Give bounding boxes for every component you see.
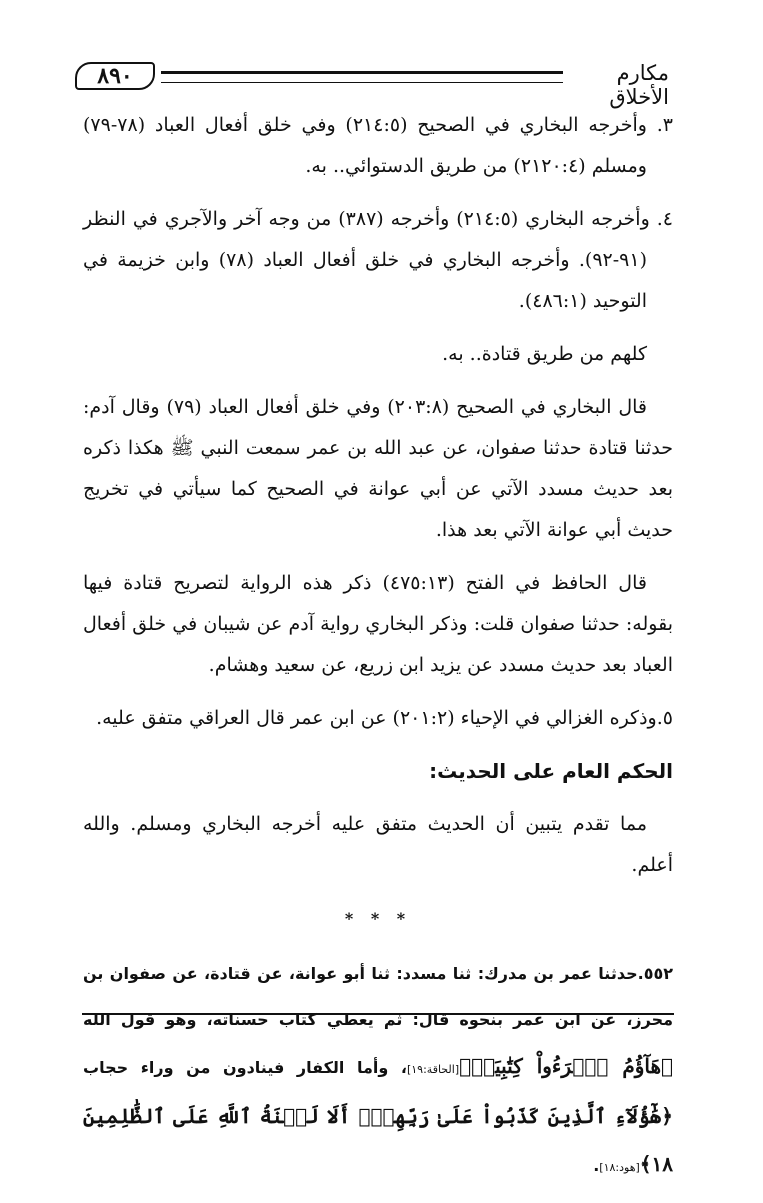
quran-verse-haqqa: ﴿هَآؤُمُ ٱقۡرَءُواْ كِتَٰبِيَهۡ﴾ [459,1054,673,1078]
footnote-5: ٥.وذكره الغزالي في الإحياء (٢٠١:٢) عن ابن عمر قال العراقي متفق عليه. [96,707,673,729]
page-number: ٨٩٠ [75,62,155,90]
hadith-middle: ، وأما الكفار فينادون من وراء حجاب [83,1058,407,1077]
paragraph-all-via-qatada: كلهم من طريق قتادة.. به. [442,343,647,365]
book-title: مكارم الأخلاق [609,61,669,109]
footnote-3: ٣. وأخرجه البخاري في الصحيح (٢١٤:٥) وفي خلق أفعال العباد (٧٨-٧٩) ومسلم (٢١٢٠:٤) من طريق الدستوائي.. به. [83,114,673,177]
hadith-end: . [593,1156,600,1175]
ruling-text: مما تقدم يتبين أن الحديث متفق عليه أخرجه البخاري ومسلم. والله أعلم. [83,813,673,876]
verse-reference-hud: [هود:١٨] [599,1161,640,1174]
paragraph-hafiz: قال الحافظ في الفتح (٤٧٥:١٣) ذكر هذه الرواية لتصريح قتادة فيها بقوله: حدثنا صفوان قلت: وذكر البخاري رواية آدم عن شيبان في خلق أفعال العباد بعد حديث مسدد عن يزيد ابن زريع، عن سعيد وهشام. [83,572,673,676]
hadith-552 [83,951,673,1191]
footnote-4: ٤. وأخرجه البخاري (٢١٤:٥) وأخرجه (٣٨٧) من وجه آخر والآجري في النظر (٩١-٩٢). وأخرجه البخاري في خلق أفعال العباد (٧٨) وابن خزيمة في التوحيد (٤٨٦:١). [83,208,673,312]
verse-reference-haqqa: [الحاقة:١٩] [406,1063,460,1076]
page-header [75,61,669,109]
ruling-heading: الحكم العام على الحديث: [429,759,673,783]
hadith-intro: ٥٥٢.حدثنا عمر بن مدرك: ثنا مسدد: ثنا أبو عوانة، عن قتادة، عن صفوان بن محرز، عن ابن عمر بنحوه قال: ثم يعطي كتاب حسناته، وهو قول الله [83,964,673,1029]
paragraph-bukhari: قال البخاري في الصحيح (٢٠٣:٨) وفي خلق أفعال العباد (٧٩) وقال آدم: حدثنا قتادة حدثنا صفوان، عن عبد الله بن عمر سمعت النبي ﷺ هكذا ذكره بعد حديث مسدد الآتي عن أبي عوانة في الصحيح كما سيأتي في تخريج حديث أبي عوانة الآتي بعد هذا. [83,396,673,541]
section-divider: * * * [344,909,412,928]
footer-rule [82,1013,674,1015]
header-rule [161,71,563,83]
quran-verse-hud: ﴿هَٰٓؤُلَآءِ ٱلَّذِينَ كَذَبُواْ عَلَىٰ رَبِّهِمۡۚ أَلَا لَعۡنَةُ ٱللَّهِ عَلَى ٱلظَّٰلِمِينَ ١٨﴾ [83,1104,673,1176]
page-body [83,105,673,1203]
